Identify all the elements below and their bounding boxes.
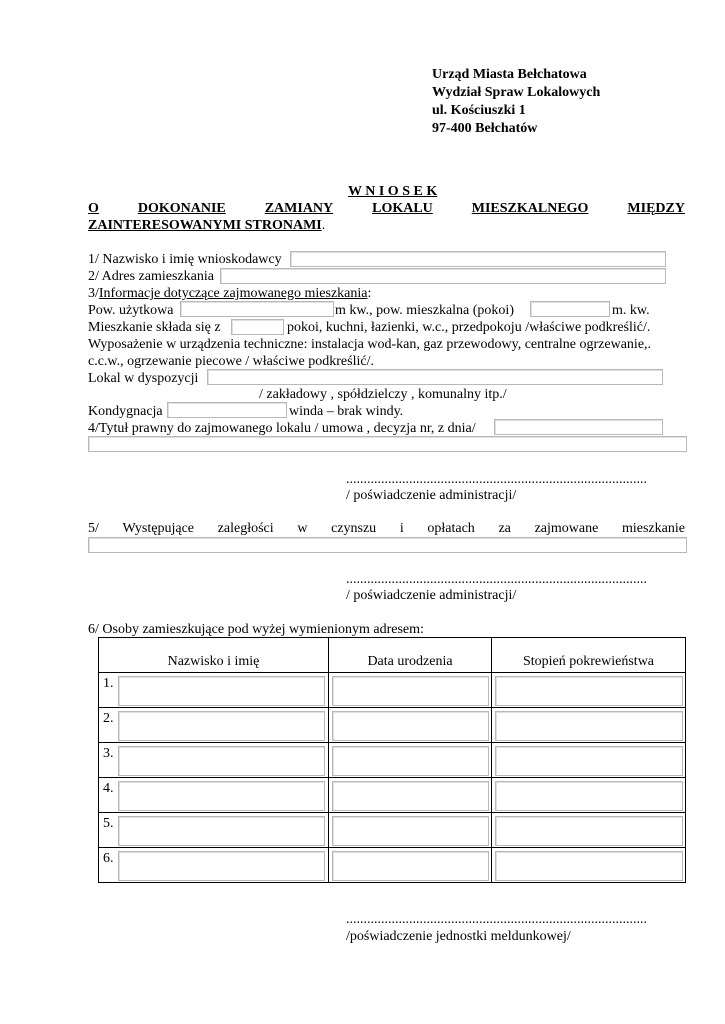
table-row	[99, 708, 686, 743]
floor-label: Kondygnacja	[88, 404, 163, 419]
arrears-word: opłatach	[427, 521, 475, 536]
resident-birthdate-field[interactable]	[332, 781, 489, 811]
applicant-name-label: 1/ Nazwisko i imię wnioskodawcy	[88, 252, 282, 267]
title-line-1	[88, 200, 685, 217]
living-area-unit: m. kw.	[612, 303, 650, 318]
title-word: ZAMIANY	[264, 201, 334, 216]
arrears-field[interactable]	[88, 537, 687, 553]
resident-birthdate-field[interactable]	[332, 676, 489, 706]
arrears-word: czynszu	[331, 521, 377, 536]
usable-area-label: Pow. użytkowa	[88, 303, 174, 318]
resident-name-field[interactable]	[118, 711, 325, 741]
dots-line-1: ......................................................................................	[346, 472, 647, 487]
row-number: 6.	[103, 851, 114, 866]
disposal-label: Lokal w dyspozycji	[88, 371, 199, 386]
title-word: LOKALU	[372, 201, 433, 216]
table-row	[99, 673, 686, 708]
title-word: DOKONANIE	[137, 201, 226, 216]
table-row	[99, 743, 686, 778]
table-header-row	[99, 638, 686, 673]
title-word: MIESZKALNEGO	[471, 201, 589, 216]
resident-name-field[interactable]	[118, 746, 325, 776]
row-number: 1.	[103, 676, 114, 691]
q3-colon: :	[367, 286, 372, 301]
row-number: 5.	[103, 816, 114, 831]
arrears-word: zaległości	[217, 521, 274, 536]
column-header-name: Nazwisko i imię	[99, 638, 329, 673]
living-area-field[interactable]	[530, 301, 610, 317]
living-area-label: m kw., pow. mieszkalna (pokoi)	[335, 303, 514, 318]
title-word: MIĘDZY	[627, 201, 685, 216]
resident-relationship-field[interactable]	[495, 711, 683, 741]
resident-birthdate-field[interactable]	[332, 816, 489, 846]
row-number: 2.	[103, 711, 114, 726]
rooms-suffix: pokoi, kuchni, łazienki, w.c., przedpokoju /właściwe podkreślić/.	[287, 320, 651, 335]
rooms-prefix: Mieszkanie składa się z	[88, 320, 221, 335]
resident-relationship-field[interactable]	[495, 816, 683, 846]
admin-certification-1: / poświadczenie administracji/	[346, 488, 517, 503]
title-line-2	[88, 217, 325, 234]
elevator-label: winda – brak windy.	[289, 404, 404, 419]
arrears-word: za	[498, 521, 511, 536]
resident-name-field[interactable]	[118, 781, 325, 811]
floor-field[interactable]	[167, 402, 287, 418]
applicant-name-field[interactable]	[290, 251, 666, 267]
disposal-options: / zakładowy , spółdzielczy , komunalny itp./	[259, 387, 507, 402]
current-apartment-heading	[88, 285, 371, 302]
row-number: 3.	[103, 746, 114, 761]
q3-prefix: 3/	[88, 286, 99, 301]
arrears-word: 5/	[88, 521, 99, 536]
residents-label: 6/ Osoby zamieszkujące pod wyżej wymienionym adresem:	[88, 622, 424, 637]
equipment-line-1: Wyposażenie w urządzenia techniczne: instalacja wod-kan, gaz przewodowy, centralne ogrzewanie,.	[88, 337, 652, 352]
resident-relationship-field[interactable]	[495, 746, 683, 776]
legal-title-label: 4/Tytuł prawny do zajmowanego lokalu / umowa , decyzja nr, z dnia/	[88, 421, 476, 436]
office-name: Urząd Miasta Bełchatowa	[432, 67, 587, 82]
residence-address-label: 2/ Adres zamieszkania	[88, 269, 214, 284]
admin-certification-2: / poświadczenie administracji/	[346, 588, 517, 603]
usable-area-field[interactable]	[180, 301, 334, 317]
arrears-word: i	[399, 521, 404, 536]
arrears-word: zajmowane	[534, 521, 599, 536]
resident-relationship-field[interactable]	[495, 676, 683, 706]
table-row	[99, 848, 686, 883]
row-number: 4.	[103, 781, 114, 796]
title-line-2-end: .	[321, 218, 326, 233]
form-heading: W N I O S E K	[348, 184, 438, 199]
dots-line-2: ......................................................................................	[346, 572, 647, 587]
resident-birthdate-field[interactable]	[332, 711, 489, 741]
street-address: ul. Kościuszki 1	[432, 103, 526, 118]
q3-label: Informacje dotyczące zajmowanego mieszkania	[98, 286, 368, 301]
resident-name-field[interactable]	[118, 851, 325, 881]
resident-name-field[interactable]	[118, 816, 325, 846]
title-line-2-text: ZAINTERESOWANYMI STRONAMI	[88, 218, 322, 233]
arrears-label	[88, 520, 685, 537]
table-row	[99, 778, 686, 813]
resident-birthdate-field[interactable]	[332, 746, 489, 776]
arrears-word: w	[297, 521, 308, 536]
arrears-word: Występujące	[122, 521, 195, 536]
residents-table	[98, 637, 686, 883]
column-header-birthdate: Data urodzenia	[329, 638, 492, 673]
resident-relationship-field[interactable]	[495, 851, 683, 881]
registry-certification: /poświadczenie jednostki meldunkowej/	[346, 929, 571, 944]
legal-title-field-2[interactable]	[88, 436, 687, 452]
title-word: O	[88, 201, 99, 216]
rooms-count-field[interactable]	[231, 319, 284, 335]
column-header-relationship: Stopień pokrewieństwa	[492, 638, 686, 673]
resident-name-field[interactable]	[118, 676, 325, 706]
residence-address-field[interactable]	[220, 268, 666, 284]
equipment-line-2: c.c.w., ogrzewanie piecowe / właściwe podkreślić/.	[88, 354, 374, 369]
postal-city: 97-400 Bełchatów	[432, 121, 538, 136]
legal-title-field[interactable]	[494, 419, 663, 435]
disposal-field[interactable]	[207, 369, 663, 385]
dots-line-3: ......................................................................................	[346, 912, 647, 927]
table-row	[99, 813, 686, 848]
resident-relationship-field[interactable]	[495, 781, 683, 811]
arrears-word: mieszkanie	[621, 521, 685, 536]
department-name: Wydział Spraw Lokalowych	[432, 85, 601, 100]
resident-birthdate-field[interactable]	[332, 851, 489, 881]
